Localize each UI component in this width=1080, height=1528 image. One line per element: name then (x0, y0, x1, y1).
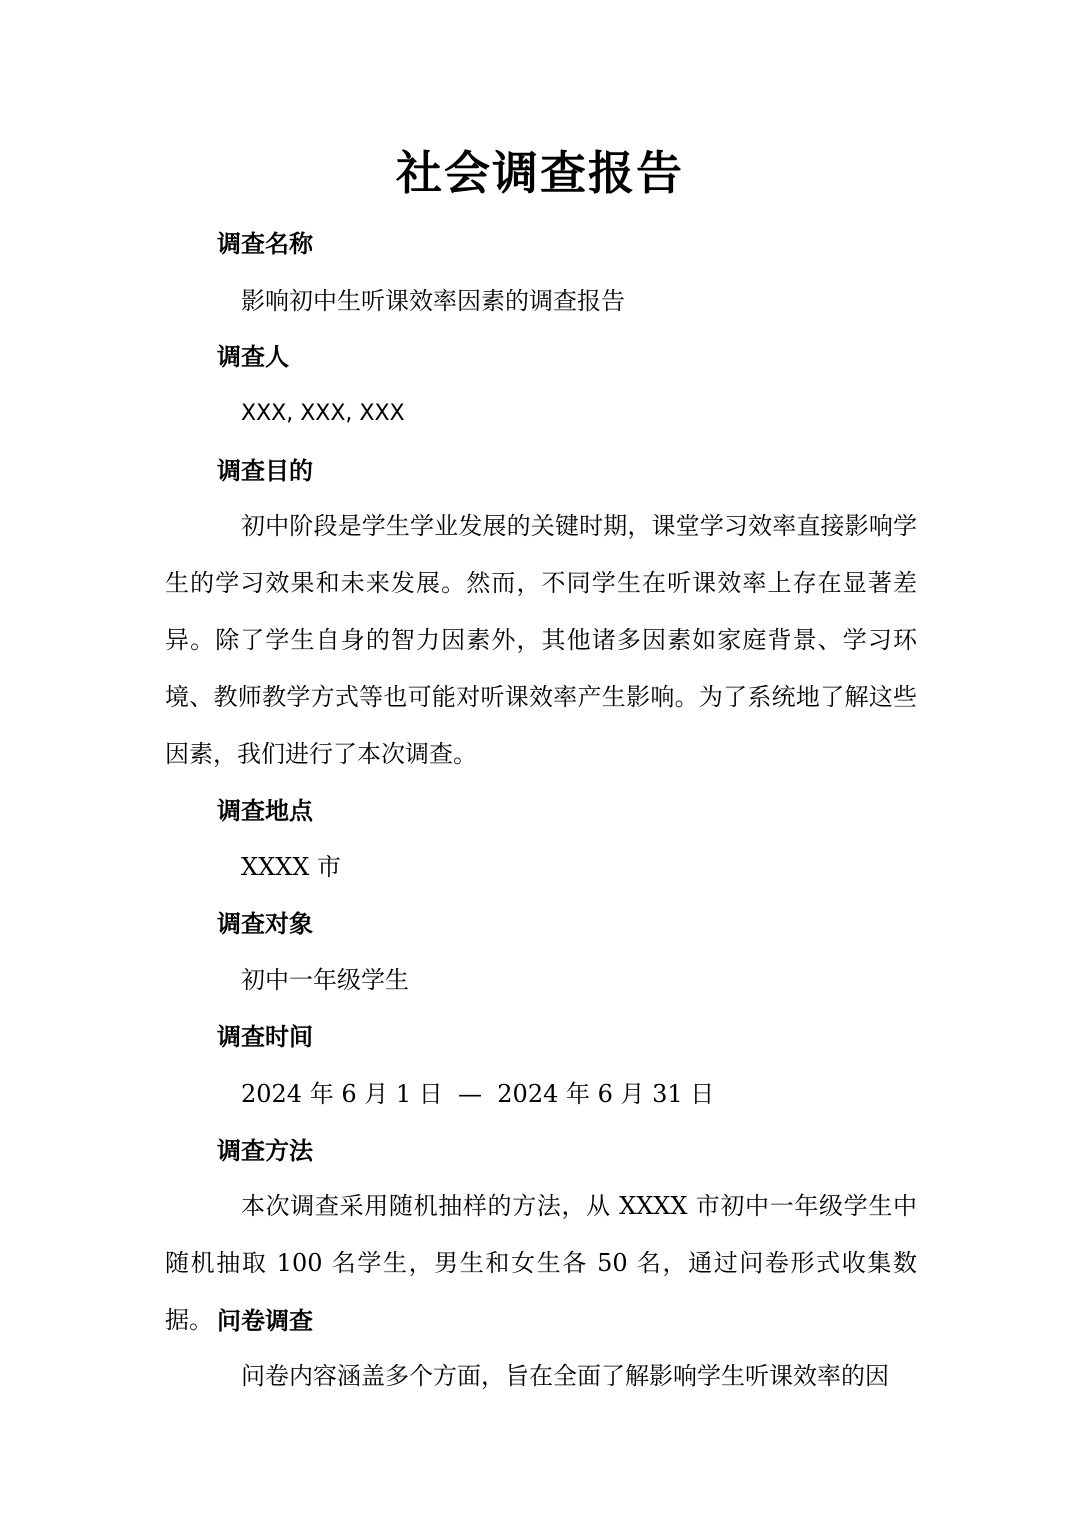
survey-name-value: 影响初中生听课效率因素的调查报告 (241, 287, 625, 315)
section-heading-method: 调查方法 (217, 1136, 313, 1165)
section-heading-name: 调查名称 (217, 229, 313, 258)
section-heading-questionnaire: 问卷调查 (217, 1306, 313, 1335)
method-paragraph: 本次调查采用随机抽样的方法，从 XXXX 市初中一年级学生中随机抽取 100 名学生，男生和女生各 50 名，通过问卷形式收集数据。 (165, 1192, 917, 1334)
time-value: 2024 年 6 月 1 日 — 2024 年 6 月 31 日 (241, 1080, 715, 1108)
investigators-value: XXX, XXX, XXX (241, 401, 405, 426)
section-heading-location: 调查地点 (217, 796, 313, 825)
purpose-paragraph: 初中阶段是学生学业发展的关键时期，课堂学习效率直接影响学生的学习效果和未来发展。然而，不同学生在听课效率上存在显著差异。除了学生自身的智力因素外，其他诸多因素如家庭背景、学习环境、教师教学方式等也可能对听课效率产生影响。为了系统地了解这些因素，我们进行了本次调查。 (165, 512, 917, 768)
section-heading-time: 调查时间 (217, 1022, 313, 1051)
section-heading-investigators: 调查人 (217, 342, 289, 371)
report-title: 社会调查报告 (396, 146, 684, 200)
location-value: XXXX 市 (241, 853, 341, 881)
section-heading-subject: 调查对象 (217, 909, 313, 938)
section-heading-purpose: 调查目的 (217, 456, 313, 485)
subject-value: 初中一年级学生 (241, 966, 409, 994)
questionnaire-paragraph: 问卷内容涵盖多个方面，旨在全面了解影响学生听课效率的因 (241, 1362, 889, 1390)
